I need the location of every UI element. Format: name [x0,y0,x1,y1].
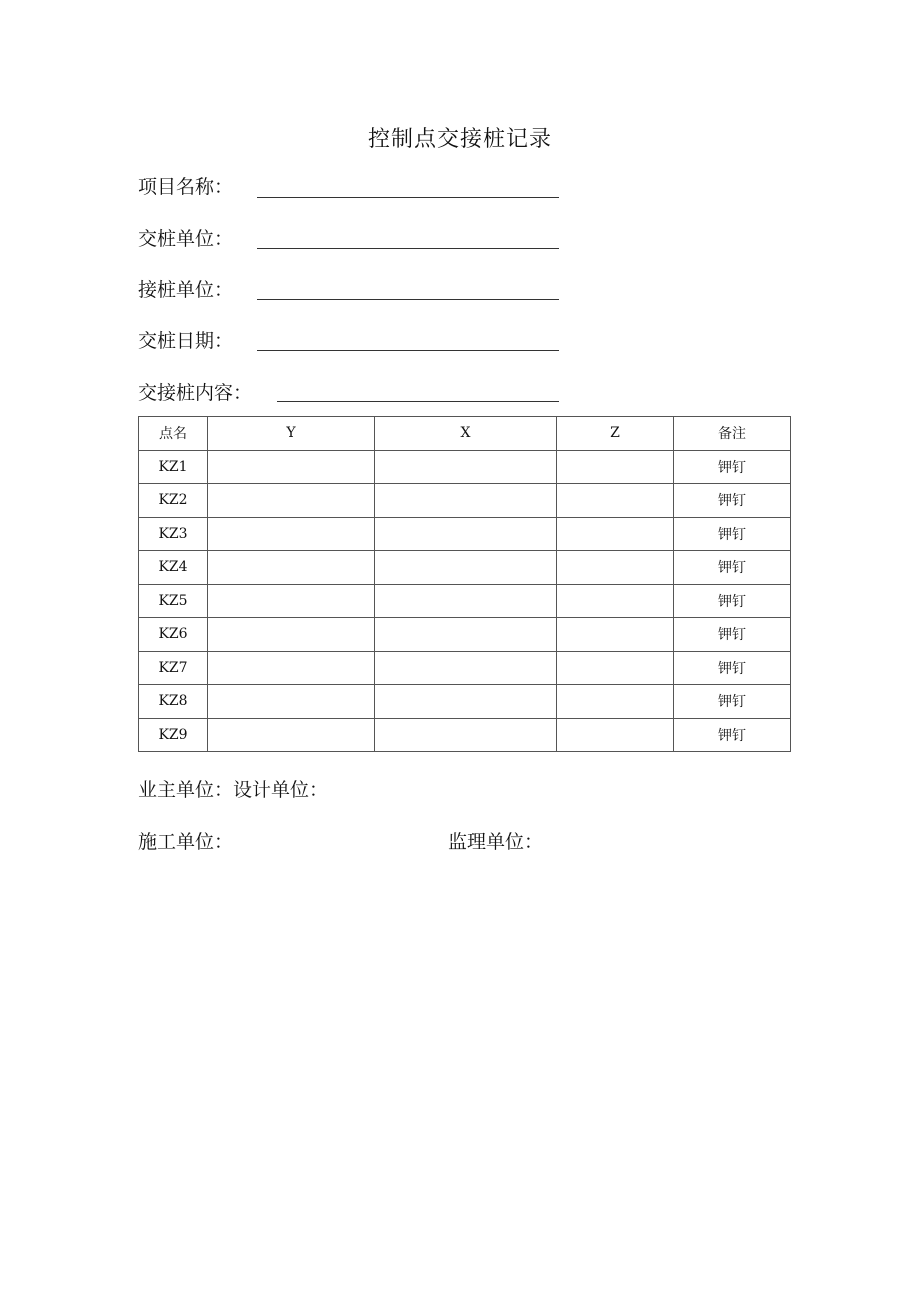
note-cell: 钾钉 [674,450,791,484]
z-cell[interactable] [557,618,674,652]
y-cell[interactable] [208,450,375,484]
y-cell[interactable] [208,651,375,685]
note-cell: 钾钉 [674,484,791,518]
note-cell: 钾钉 [674,584,791,618]
header-point-name: 点名 [139,417,208,451]
project-name-label: 项目名称： [138,176,234,198]
note-cell: 钾钉 [674,651,791,685]
y-cell[interactable] [208,718,375,752]
x-cell[interactable] [375,685,557,719]
handover-date-line[interactable] [257,350,559,351]
table-row [139,484,791,518]
header-x: X [375,417,557,451]
handover-content-label: 交接桩内容： [138,382,253,404]
y-cell[interactable] [208,484,375,518]
table-row [139,584,791,618]
handover-unit-line[interactable] [257,248,559,249]
x-cell[interactable] [375,551,557,585]
handover-unit-label: 交桩单位： [138,228,234,250]
note-cell: 钾钉 [674,551,791,585]
handover-date-label: 交桩日期： [138,330,234,352]
table-row [139,685,791,719]
owner-design-unit-label: 业主单位：设计单位： [138,779,329,801]
handover-content-line[interactable] [277,401,559,402]
table-row [139,718,791,752]
y-cell[interactable] [208,618,375,652]
x-cell[interactable] [375,584,557,618]
header-z: Z [557,417,674,451]
receiver-unit-line[interactable] [257,299,559,300]
z-cell[interactable] [557,551,674,585]
x-cell[interactable] [375,618,557,652]
table-row [139,618,791,652]
project-name-line[interactable] [257,197,559,198]
y-cell[interactable] [208,584,375,618]
x-cell[interactable] [375,517,557,551]
note-cell: 钾钉 [674,517,791,551]
construction-unit-label: 施工单位： [138,831,234,853]
note-cell: 钾钉 [674,685,791,719]
note-cell: 钾钉 [674,618,791,652]
z-cell[interactable] [557,685,674,719]
y-cell[interactable] [208,685,375,719]
header-y: Y [208,417,375,451]
z-cell[interactable] [557,584,674,618]
z-cell[interactable] [557,484,674,518]
point-name-cell: KZ8 [139,685,208,719]
control-points-table [138,416,791,752]
point-name-cell: KZ5 [139,584,208,618]
z-cell[interactable] [557,450,674,484]
y-cell[interactable] [208,551,375,585]
page-title: 控制点交接桩记录 [367,127,552,152]
receiver-unit-label: 接桩单位： [138,279,234,301]
point-name-cell: KZ9 [139,718,208,752]
x-cell[interactable] [375,450,557,484]
z-cell[interactable] [557,517,674,551]
z-cell[interactable] [557,651,674,685]
point-name-cell: KZ4 [139,551,208,585]
x-cell[interactable] [375,718,557,752]
z-cell[interactable] [557,718,674,752]
header-note: 备注 [674,417,791,451]
x-cell[interactable] [375,484,557,518]
table-row [139,551,791,585]
point-name-cell: KZ6 [139,618,208,652]
point-name-cell: KZ1 [139,450,208,484]
y-cell[interactable] [208,517,375,551]
supervision-unit-label: 监理单位： [448,831,544,853]
table-row [139,450,791,484]
point-name-cell: KZ7 [139,651,208,685]
x-cell[interactable] [375,651,557,685]
table-header-row [139,417,791,451]
note-cell: 钾钉 [674,718,791,752]
point-name-cell: KZ2 [139,484,208,518]
table-row [139,651,791,685]
table-row [139,517,791,551]
point-name-cell: KZ3 [139,517,208,551]
